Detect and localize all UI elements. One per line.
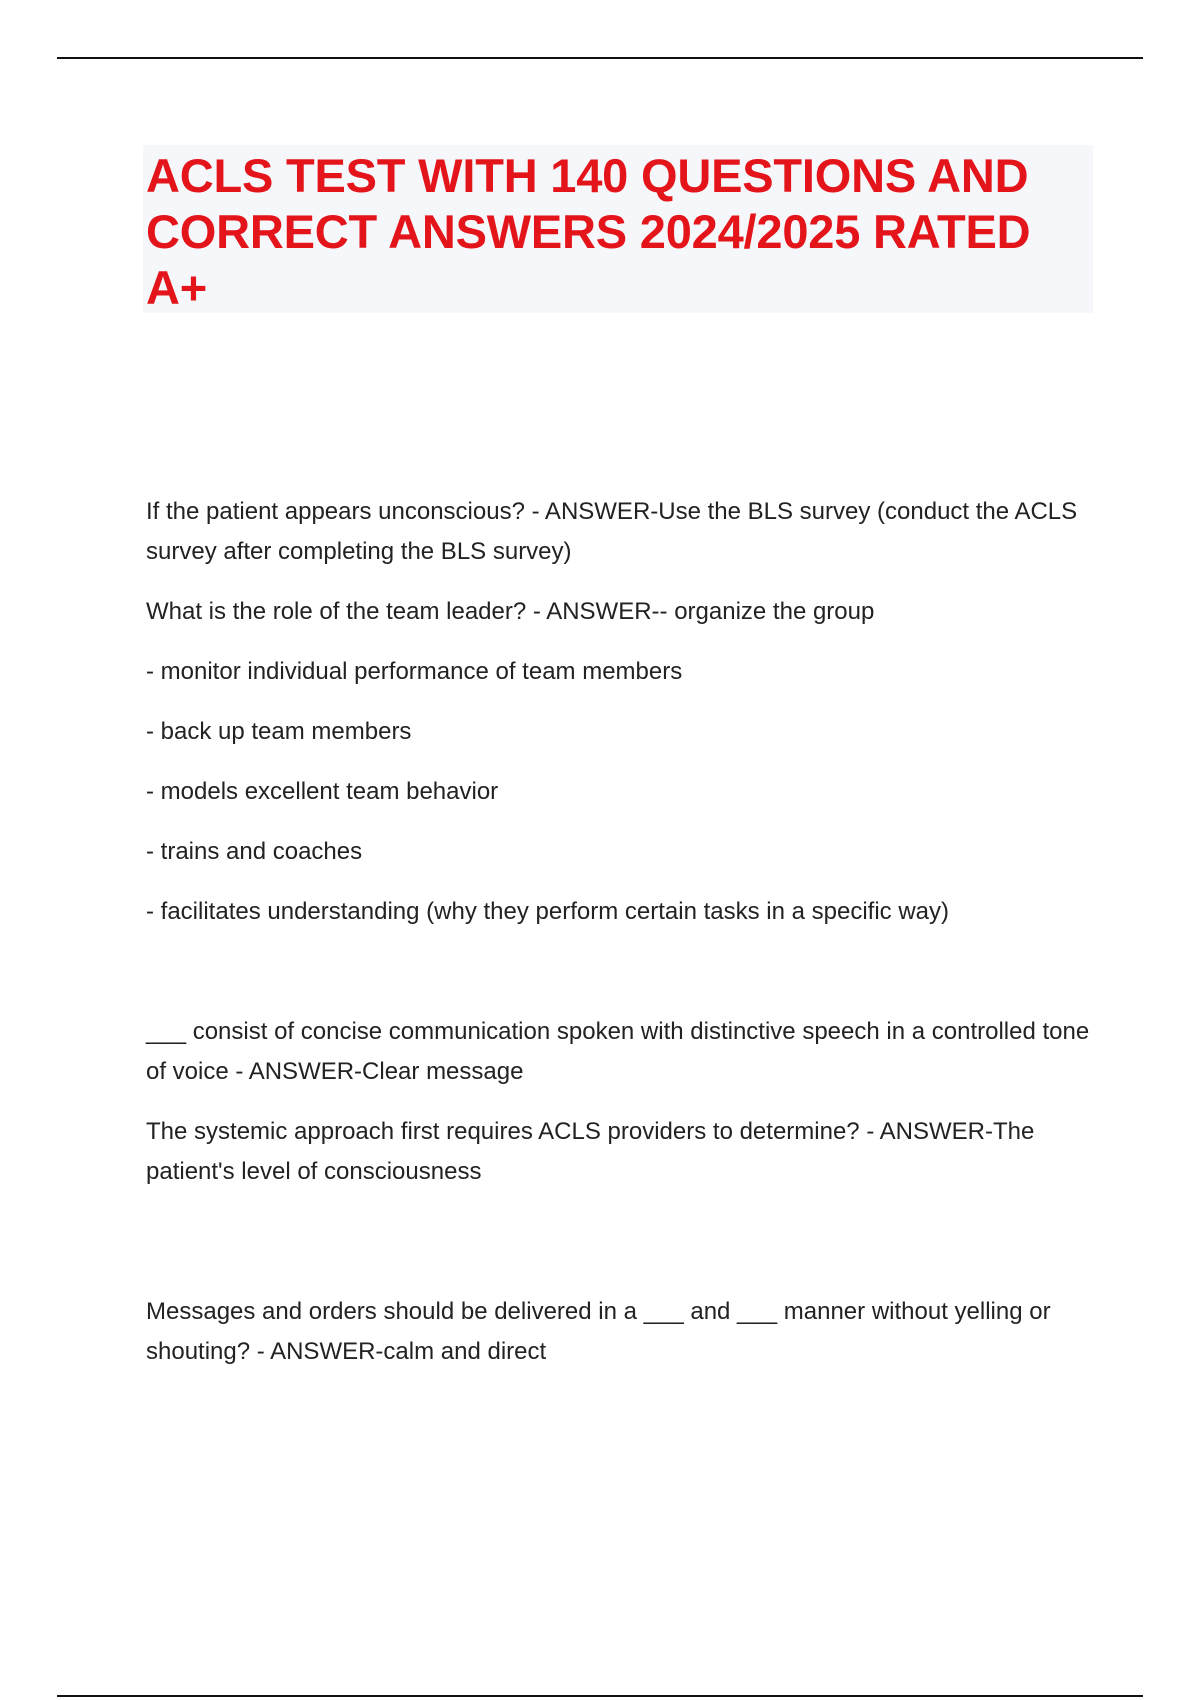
qa-paragraph: What is the role of the team leader? - ANSWER-- organize the group [146,598,875,625]
qa-paragraph: The systemic approach first requires ACLS providers to determine? - ANSWER-The patient's level of consciousness [146,1118,1035,1185]
list-item: - models excellent team behavior [146,778,499,805]
list-item: - trains and coaches [146,838,363,865]
document-title: ACLS TEST WITH 140 QUESTIONS AND CORRECT ANSWERS 2024/2025 RATED A+ [146,149,1031,314]
list-item: - back up team members [146,718,412,745]
qa-paragraph: Messages and orders should be delivered in a ___ and ___ manner without yelling or shouting? - ANSWER-calm and direct [146,1298,1051,1365]
qa-paragraph: If the patient appears unconscious? - ANSWER-Use the BLS survey (conduct the ACLS survey after completing the BLS survey) [146,498,1078,565]
list-item: - monitor individual performance of team members [146,658,683,685]
header-rule [57,57,1143,59]
title-banner [143,145,1093,313]
document-body [146,492,1096,1392]
qa-paragraph: ___ consist of concise communication spoken with distinctive speech in a controlled tone of voice - ANSWER-Clear message [146,1018,1090,1085]
list-item: - facilitates understanding (why they perform certain tasks in a specific way) [146,898,950,925]
footer-rule [57,1695,1143,1697]
